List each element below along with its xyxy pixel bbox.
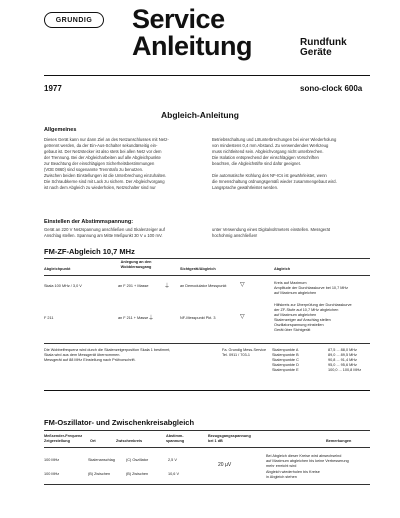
section-tuning-title: Einstellen der Abstimmspannung:: [44, 219, 134, 225]
col-header-sichtgeraet: Sichtgerät/Abgleich: [180, 267, 216, 271]
header-rule: [44, 75, 370, 76]
text-line: hochohmig anschließen!: [212, 233, 258, 238]
text-line: der ZF-Stufe auf 10,7 MHz abgleichen: [274, 308, 339, 312]
text-line: 95,0 ... 95,6 MHz: [328, 363, 357, 367]
table-notes-rule: [44, 343, 370, 344]
osc-row1-note: [266, 454, 376, 469]
col-header-line: Zeigerstellung: [44, 439, 70, 443]
title-subtitle: [300, 38, 347, 58]
text-line: Skalenpunkte E: [272, 368, 299, 372]
osc-row1-kreis: (C) Oszillator: [126, 458, 149, 462]
col-header-anlegung: [106, 260, 166, 270]
osc-col-header-zwischenkreis: Zwischenkreis: [116, 439, 143, 443]
text-line: Messgerät auf 88 MHz Einstellung nach Prüfvorschrift.: [44, 358, 136, 362]
triangle-down-icon: ▽: [240, 282, 245, 288]
col-header-line: Abstimm-: [166, 434, 184, 438]
text-line: Kreis auf Maximum: [274, 281, 307, 285]
zf-row1-point: Skala 100 MHz / 3,0 V: [44, 284, 82, 288]
text-line: Dieses Gerät kann nur dann Ziel an des Netzanschlusses mit Netz-: [44, 137, 169, 142]
osc-col-header-abstimm: [166, 434, 184, 444]
text-line: Skalenpunkte C: [272, 358, 299, 362]
text-line: beachten, die Abgleichstifte sind dafür geeignet.: [212, 161, 301, 166]
text-line: der Trennung. Bei der Abgleicharbeiten auf alle Abgleichpunkte: [44, 155, 161, 160]
zf-note-skala-values: [328, 348, 361, 373]
text-line: Die automatische Kühlung des NF-ICs ist gewährleistet, wenn: [212, 173, 327, 178]
model-name: sono-clock 600a: [300, 84, 363, 93]
col-header-line: Meßsender-Frequenz: [44, 434, 83, 438]
osc-col-header-freq: [44, 434, 82, 444]
tuning-right-column: [212, 227, 372, 239]
osc-level: 20 µV: [218, 462, 232, 468]
text-line: Bei Abgleich dieser Kreise wird abwechselnd: [266, 454, 342, 458]
text-line: Skalenpunkte A: [272, 348, 299, 352]
text-line: muss nichtleitend sein. Abgleichvorgang nicht unterbrechen.: [212, 149, 324, 154]
table-top-rule: [44, 258, 370, 259]
osc-row1-voltage: 2,5 V: [168, 458, 177, 462]
text-line: Anschlag stellen. Spannung am Mitte Meßpunkt 30 V ± 100 mV.: [44, 233, 163, 238]
osc-row1-ort: Skalenanschlag: [88, 458, 115, 462]
subtitle-line-2: Geräte: [300, 47, 332, 58]
title-anleitung: Anleitung: [132, 31, 252, 61]
text-line: unter Verwendung eines Digitalvoltmeters einstellen. Messgerät: [212, 227, 331, 232]
text-line: 87,5 ... 88,0 MHz: [328, 348, 357, 352]
col-header-line: spannung: [166, 439, 185, 443]
osc-table-top-rule: [44, 430, 370, 431]
logo-text: GRUNDIG: [55, 16, 93, 24]
col-header-line: bei 1 dB: [208, 439, 223, 443]
text-line: Tel. 0911 / 703-1: [222, 353, 251, 357]
text-line: Oszillatorspannung einstellen: [274, 323, 324, 327]
text-line: Gerät über Sichtgerät: [274, 328, 311, 332]
text-line: Skalenzeiger auf Anschlag stellen: [274, 318, 331, 322]
zf-note-mid: [222, 348, 266, 358]
grundig-logo: [44, 12, 104, 28]
zf-row2-scope: NF-Messpunkt Pkt. 3: [180, 316, 216, 320]
text-line: auf Maximum abgleichen bis keine Verbesserung: [266, 459, 349, 463]
general-left-column: [44, 137, 204, 191]
osc-row1-freq: 100 MHz: [44, 458, 60, 462]
text-line: Skalenpunkte B: [272, 353, 299, 357]
text-line: auf Maximum abgleichen: [274, 291, 317, 295]
osc-col-header-bemerkungen: Bemerkungen: [326, 439, 352, 443]
text-line: Fa. Grundig Mess-Service: [222, 348, 267, 352]
text-line: gebaut ist. Der Netzstecker ist also stets bei allen Netz vor dem: [44, 149, 162, 154]
text-line: Hilfskreis zur Überprüfung der Durchlasskurve: [274, 303, 352, 307]
triangle-down-icon: ▽: [240, 314, 245, 320]
col-header-abgleichpunkt: Abgleichpunkt: [44, 267, 71, 271]
section-fm-zf-title: FM-ZF-Abgleich 10,7 MHz: [44, 247, 135, 256]
text-line: getrennt werden, da der Ein-Aus-Schalter sekundärseitig ein-: [44, 143, 158, 148]
section-general-title: Allgemeines: [44, 127, 77, 133]
osc-col-header-bezug: [208, 434, 251, 444]
text-line: auf Maximum abgleichen: [274, 313, 317, 317]
text-line: Amplitude der Durchlasskurve bei 10,7 MHz: [274, 286, 349, 290]
ground-symbol-icon: ⏚: [164, 284, 171, 290]
general-right-column: [212, 137, 372, 191]
zf-note-left: [44, 348, 194, 363]
text-line: in Abgleich stehen: [266, 475, 297, 479]
zf-row1-adjust: [274, 281, 374, 296]
section-divider: [44, 390, 370, 391]
zf-note-skala-labels: [272, 348, 299, 373]
text-line: Die Isolation entsprechend der einschlägigen Vorschriften: [212, 155, 319, 160]
zf-row2-connect: an F 211 + Masse: [118, 316, 149, 320]
zf-row2-point: F 211: [44, 316, 54, 320]
ground-symbol-icon: ⏚: [148, 316, 155, 322]
col-header-line: Bezugsgangsspannung: [208, 434, 251, 438]
col-header-abgleich: Abgleich: [274, 267, 291, 271]
text-line: die Innenschaltung ordnungsgemäß wieder zusammengebaut wird.: [212, 179, 337, 184]
osc-row2-ort: (B) Zwischen: [88, 472, 111, 476]
zf-row1-scope: an Demodulator Messpunkt: [180, 284, 227, 288]
section-fm-osc-title: FM-Oszillator- und Zwischenkreisabgleich: [44, 418, 195, 427]
text-line: 100,0 ... 100,8 MHz: [328, 368, 362, 372]
tuning-left-column: [44, 227, 204, 239]
text-line: Skalenpunkte D: [272, 363, 299, 367]
text-line: (VDE 0860) sind sogenannte Trenntrafo zu benutzen.: [44, 167, 144, 172]
osc-row2-freq: 100 MHz: [44, 472, 60, 476]
text-line: 89,0 ... 89,5 MHz: [328, 353, 357, 357]
title-service: Service: [132, 4, 225, 34]
osc-row2-note: [266, 470, 376, 480]
subtitle-line-1: Rundfunk: [300, 37, 347, 48]
zf-row2-adjust: [274, 303, 374, 333]
text-line: Die Wobbelfrequenz wird durch die Skalenzeigerposition Skala 1 bestimmt,: [44, 348, 171, 352]
text-line: ist nach dem Abgleich zu wiederholen, Netzschalter sind nur: [44, 185, 156, 190]
table-header-rule: [44, 275, 370, 276]
col-header-line: Anlegung an den: [120, 260, 152, 264]
text-line: Langsprache gewährleistet werden.: [212, 185, 279, 190]
osc-row2-voltage: 10,6 V: [168, 472, 179, 476]
text-line: Betriebsschaltung und Lötunterbrechungen bei einer Wiederholung: [212, 137, 337, 142]
text-line: Skala wird aus dem Messgerät übernommen.: [44, 353, 121, 357]
text-line: zur Beachtung der einschlägigen Sicherheitsbestimmungen: [44, 161, 155, 166]
text-line: Zwischen beiden Einstellungen ist die Unterbrechung einzuhalten.: [44, 173, 167, 178]
osc-row2-kreis: (B) Zwischen: [126, 472, 149, 476]
year: 1977: [44, 84, 62, 93]
text-line: Abgleich wiederholen bis Kreise: [266, 470, 320, 474]
osc-table-bottom-rule: [44, 484, 370, 485]
text-line: Gerät an 220 V Netzspannung anschließen und Skalenzeiger auf: [44, 227, 165, 232]
osc-col-header-ort: Ort: [90, 439, 96, 443]
text-line: mehr erreicht wird: [266, 464, 297, 468]
text-line: Die Schraubkerne sind mit Lack zu sichern. Der Abgleichvorgang: [44, 179, 165, 184]
doc-heading: Abgleich-Anleitung: [161, 110, 239, 120]
col-header-line: Wobblerausgang: [120, 265, 152, 269]
text-line: 90,8 ... 91,4 MHz: [328, 358, 357, 362]
osc-table-header-rule: [44, 447, 370, 448]
zf-row1-connect: an F 201 + Masse: [118, 284, 149, 288]
text-line: von mindestens 0,4 mm Abstand. Zu verwendendes Werkzeug: [212, 143, 329, 148]
